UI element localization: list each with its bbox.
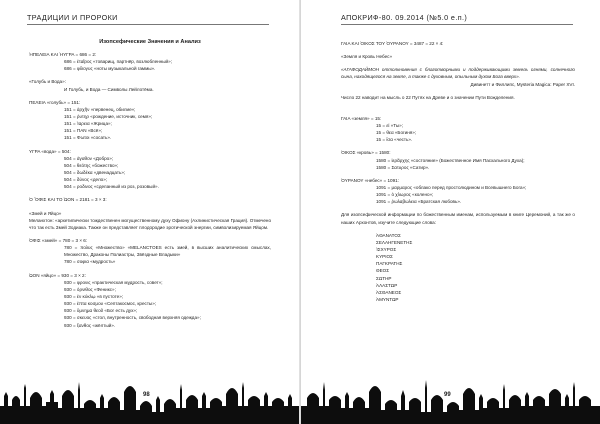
quote-attribution: Дивинетт и Филлипс, Mysteria Magica: Paper XVI. [470, 81, 575, 87]
text-line: 1091 = ῥωλαβωλεια «Братская любовь». [376, 199, 462, 205]
text-paragraph: Число 22 наводит на мысль о 22 Путях на Древе и о значении Пути Вожделения. [341, 94, 515, 100]
divine-name-item: ἈΣΘΑΝΕΟΣ [376, 289, 402, 295]
text-line: 504 = δύνος «дело»; [64, 177, 108, 183]
text-line: 930 = ἑπτα κοσμου «Септакосмос, кресты»; [64, 301, 157, 307]
right-page-number: 99 [444, 392, 451, 398]
divine-name-item: ΠΑΓΚΡΑΤΗΣ [376, 261, 403, 267]
left-header-rule [27, 24, 269, 25]
text-paragraph: Меланхтон: «архетипически тождественен могущественному духу Офиону (Ахлинистическая Грация). Отмечено что так есть Змей Зодиака. Также он представляет плодородие эротической энергии, символизируемая Яйцом. [29, 217, 271, 230]
text-line: 504 = ροδινος «сделанный из роз, розовый». [64, 184, 159, 190]
text-line: 930 = ἐν κύκλῳ «в пустоте»; [64, 294, 124, 299]
text-paragraph: 780 = πολυς «Множество» «MELANCTOES есть змей, в высших аналитических смыслах, Множество, Драконы Полиастры, Звёздные Владыки» [64, 245, 271, 258]
text-line: «Змей и Яйцо» [29, 210, 62, 216]
text-line: 504 = δωδέκα «двенадцать»; [64, 169, 126, 175]
left-page-number: 98 [143, 392, 150, 398]
text-line: 1580 = ἱερᾶρχης «состояние» (Божественное Имя Пасхального Духа); [376, 157, 525, 163]
text-line: 930 = ὕμνημα θεοῦ «Бог есть дух»; [64, 308, 138, 314]
right-running-head: АПОКРИФ-80. 09.2014 (№5.0 е.п.) [341, 13, 468, 22]
divine-name-item: ἈΜΥΝΤΩΡ [376, 297, 399, 303]
text-line: 930 = ξανθος «жёлтый». [64, 322, 116, 328]
text-line: ὉΦΙΣ «змей» = 780 = 3 × 6: [29, 237, 88, 243]
text-line: 151 = ἀρχῆν «первенец, обилие»; [64, 106, 136, 112]
text-line: 780 = σοφια «мудрость» [64, 259, 116, 265]
text-line: ΠΕΛΕΙΑ «голубь» = 151: [29, 99, 81, 105]
text-line: ΥΓΡΑ «вода» = 504: [29, 148, 71, 154]
divine-name-item: ΘΕΟΣ [376, 268, 390, 274]
text-line: 151 = ΠΑΝ «Всё»; [64, 128, 103, 134]
right-page [301, 0, 600, 424]
text-line: ἩΠΕΛΕΙΑ ΚΑΙ ἩΥΓΡΑ = 686 = 2: [29, 52, 97, 57]
text-line: 930 = φρονις «практическая мудрость, совет»; [64, 279, 163, 285]
text-line: «Земля и Кровь Небес» [341, 54, 393, 60]
text-line: ὉΙΚΟΣ «кровь» = 1580: [341, 150, 391, 156]
text-line: 686 = φίλογυς «ноты музыкальной гаммы». [64, 66, 156, 72]
text-line: 930 = ὀρνιθος «Феникс»; [64, 286, 116, 292]
divine-name-item: ἸΣΧΥΡΟΣ [376, 247, 397, 253]
left-page [0, 0, 299, 424]
left-running-head: ТРАДИЦИИ И ПРОРОКИ [27, 13, 118, 22]
text-line: 15 = θεα «Богиня»; [376, 130, 417, 136]
text-line: ὈΥΡΑΝΟΥ «небес» = 1091: [341, 177, 399, 183]
right-header-rule [341, 24, 573, 25]
text-line: Ὁ ὌΦΙΣ ΚΑΙ ΤΟ ὨΟΝ = 2181 = 3 × 3: [29, 197, 107, 203]
text-line: 504 = ἀγαθον «Добро»; [64, 155, 114, 161]
text-line: 151 = Φωτοι «сосать». [64, 135, 112, 141]
text-line: ΓΑΙΑ «земля» = 15: [341, 115, 382, 121]
text-line: 1580 = Σατυρος «Сатир». [376, 164, 430, 170]
text-paragraph: Для изопсефической информации по божественным именам, используемым в книге Церемоний, а так же о наших Архонтов, изучите следующие слова: [341, 212, 575, 225]
left-page-body [29, 34, 271, 329]
quote-paragraph: «АГАФОДАЙМОН оттолкновения с благотворными и поддерживающими земель огнями, солнечного сына, находящегося на земле, а также с духовным, опыльным духом Бога вверх». [341, 67, 575, 80]
text-line: ὨΟΝ «яйцо» = 930 = 3 × 2: [29, 272, 86, 278]
divine-name-item: ΣΩΤΗΡ [376, 275, 392, 281]
text-line: 1091 = ὁ χλωρος «колено»; [376, 192, 434, 198]
text-line: 930 = σκευος «стол, внутренность, свободная верхняя одежда»; [64, 315, 201, 321]
text-line: 1091 = μαρμαρος «облако перед простолюдином и Всевышнего Бога»; [376, 185, 527, 191]
divine-name-item: ἈΘΑΝΑΤΟΣ [376, 232, 401, 238]
text-line: 151 = ῥυτηρ «рождение, источник, семя»; [64, 113, 153, 119]
right-page-body [341, 34, 575, 303]
text-line: «Голубь и Вода»: [29, 79, 66, 85]
text-line: 15 = εἰ «Ты»; [376, 123, 403, 129]
text-line: 686 = ἑταῖρος «товарищ, партнёр, возлюбленный»; [64, 59, 172, 65]
section-heading: Изопсефические Значения и Анализ [99, 39, 201, 45]
divine-name-item: ἈΛΑΣΤΩΡ [376, 282, 398, 288]
divine-name-item: ΚΥΡΙΟΣ [376, 254, 393, 260]
text-line: 151 = Ἰαρεια «Жрица»; [64, 121, 112, 127]
text-line: 15 = ἴσα «честь». [376, 137, 413, 143]
divine-name-item: ΣΕΛΑΗΓΕΝΕΤΗΣ [376, 239, 413, 245]
text-line: И Голубь, и Вода — Символы Лейлотёма. [64, 86, 154, 92]
text-line: ΓΑΙΑ ΚΑΙ ὉΙΚΟΣ ΤΟΥ ὈΥΡΑΝΟΥ = 3487 = 22 × 4: [341, 41, 444, 46]
text-line: 504 = θεότης «божество»; [64, 162, 119, 168]
